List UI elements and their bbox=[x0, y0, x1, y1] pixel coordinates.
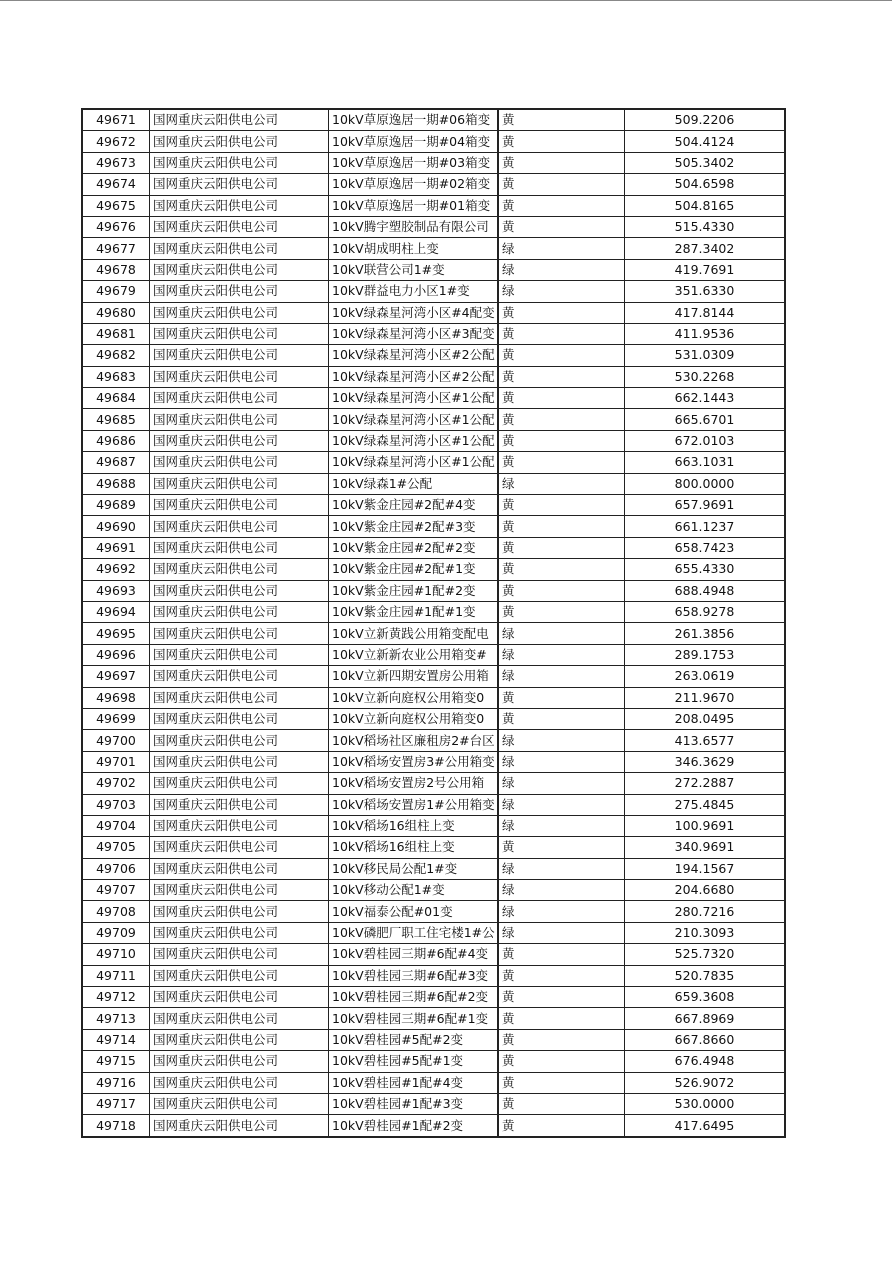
value-cell: 525.7320 bbox=[625, 944, 786, 965]
transformer-name-cell: 10kV碧桂园三期#6配#3变 bbox=[329, 965, 499, 986]
row-id-cell: 49718 bbox=[82, 1115, 150, 1137]
transformer-name-cell: 10kV稻场安置房3#公用箱变 bbox=[329, 751, 499, 772]
table-row bbox=[82, 259, 785, 280]
row-id-cell: 49704 bbox=[82, 815, 150, 836]
status-color-cell: 黄 bbox=[498, 1115, 625, 1137]
status-color-cell: 黄 bbox=[498, 1029, 625, 1050]
transformer-name-cell: 10kV立新向庭权公用箱变0 bbox=[329, 708, 499, 729]
table-row bbox=[82, 195, 785, 216]
status-color-cell: 黄 bbox=[498, 388, 625, 409]
transformer-name-cell: 10kV磷肥厂职工住宅楼1#公 bbox=[329, 922, 499, 943]
transformer-name-cell: 10kV碧桂园#1配#3变 bbox=[329, 1093, 499, 1114]
value-cell: 289.1753 bbox=[625, 644, 786, 665]
value-cell: 504.4124 bbox=[625, 131, 786, 152]
table-row bbox=[82, 216, 785, 237]
status-color-cell: 黄 bbox=[498, 687, 625, 708]
transformer-name-cell: 10kV绿森星河湾小区#1公配 bbox=[329, 430, 499, 451]
table-row bbox=[82, 880, 785, 901]
status-color-cell: 黄 bbox=[498, 345, 625, 366]
row-id-cell: 49689 bbox=[82, 495, 150, 516]
company-name-cell: 国网重庆云阳供电公司 bbox=[150, 708, 329, 729]
row-id-cell: 49680 bbox=[82, 302, 150, 323]
table-row bbox=[82, 323, 785, 344]
value-cell: 261.3856 bbox=[625, 623, 786, 644]
row-id-cell: 49699 bbox=[82, 708, 150, 729]
company-name-cell: 国网重庆云阳供电公司 bbox=[150, 259, 329, 280]
company-name-cell: 国网重庆云阳供电公司 bbox=[150, 965, 329, 986]
transformer-name-cell: 10kV碧桂园三期#6配#2变 bbox=[329, 987, 499, 1008]
row-id-cell: 49686 bbox=[82, 430, 150, 451]
transformer-name-cell: 10kV碧桂园三期#6配#4变 bbox=[329, 944, 499, 965]
table-row bbox=[82, 430, 785, 451]
status-color-cell: 黄 bbox=[498, 559, 625, 580]
value-cell: 672.0103 bbox=[625, 430, 786, 451]
transformer-name-cell: 10kV稻场社区廉租房2#台区 bbox=[329, 730, 499, 751]
value-cell: 204.6680 bbox=[625, 880, 786, 901]
company-name-cell: 国网重庆云阳供电公司 bbox=[150, 901, 329, 922]
table-row bbox=[82, 516, 785, 537]
table-row bbox=[82, 174, 785, 195]
status-color-cell: 绿 bbox=[498, 751, 625, 772]
row-id-cell: 49707 bbox=[82, 880, 150, 901]
row-id-cell: 49713 bbox=[82, 1008, 150, 1029]
value-cell: 657.9691 bbox=[625, 495, 786, 516]
company-name-cell: 国网重庆云阳供电公司 bbox=[150, 944, 329, 965]
transformer-name-cell: 10kV立新四期安置房公用箱 bbox=[329, 666, 499, 687]
row-id-cell: 49711 bbox=[82, 965, 150, 986]
status-color-cell: 黄 bbox=[498, 601, 625, 622]
value-cell: 287.3402 bbox=[625, 238, 786, 259]
value-cell: 504.6598 bbox=[625, 174, 786, 195]
table-row bbox=[82, 366, 785, 387]
transformer-name-cell: 10kV草原逸居一期#03箱变 bbox=[329, 152, 499, 173]
value-cell: 659.3608 bbox=[625, 987, 786, 1008]
table-row bbox=[82, 944, 785, 965]
row-id-cell: 49714 bbox=[82, 1029, 150, 1050]
table-row bbox=[82, 495, 785, 516]
company-name-cell: 国网重庆云阳供电公司 bbox=[150, 388, 329, 409]
company-name-cell: 国网重庆云阳供电公司 bbox=[150, 922, 329, 943]
value-cell: 688.4948 bbox=[625, 580, 786, 601]
row-id-cell: 49676 bbox=[82, 216, 150, 237]
row-id-cell: 49683 bbox=[82, 366, 150, 387]
status-color-cell: 黄 bbox=[498, 516, 625, 537]
transformer-name-cell: 10kV移动公配1#变 bbox=[329, 880, 499, 901]
table-row bbox=[82, 109, 785, 131]
transformer-name-cell: 10kV碧桂园#1配#4变 bbox=[329, 1072, 499, 1093]
company-name-cell: 国网重庆云阳供电公司 bbox=[150, 152, 329, 173]
row-id-cell: 49706 bbox=[82, 858, 150, 879]
company-name-cell: 国网重庆云阳供电公司 bbox=[150, 131, 329, 152]
status-color-cell: 黄 bbox=[498, 216, 625, 237]
transformer-name-cell: 10kV碧桂园三期#6配#1变 bbox=[329, 1008, 499, 1029]
status-color-cell: 黄 bbox=[498, 452, 625, 473]
value-cell: 520.7835 bbox=[625, 965, 786, 986]
row-id-cell: 49677 bbox=[82, 238, 150, 259]
status-color-cell: 黄 bbox=[498, 1072, 625, 1093]
company-name-cell: 国网重庆云阳供电公司 bbox=[150, 815, 329, 836]
row-id-cell: 49715 bbox=[82, 1051, 150, 1072]
row-id-cell: 49702 bbox=[82, 773, 150, 794]
company-name-cell: 国网重庆云阳供电公司 bbox=[150, 880, 329, 901]
table-row bbox=[82, 773, 785, 794]
value-cell: 211.9670 bbox=[625, 687, 786, 708]
value-cell: 194.1567 bbox=[625, 858, 786, 879]
row-id-cell: 49697 bbox=[82, 666, 150, 687]
value-cell: 676.4948 bbox=[625, 1051, 786, 1072]
company-name-cell: 国网重庆云阳供电公司 bbox=[150, 751, 329, 772]
status-color-cell: 绿 bbox=[498, 773, 625, 794]
value-cell: 655.4330 bbox=[625, 559, 786, 580]
value-cell: 340.9691 bbox=[625, 837, 786, 858]
table-row bbox=[82, 473, 785, 494]
status-color-cell: 黄 bbox=[498, 965, 625, 986]
transformer-name-cell: 10kV碧桂园#5配#1变 bbox=[329, 1051, 499, 1072]
company-name-cell: 国网重庆云阳供电公司 bbox=[150, 537, 329, 558]
status-color-cell: 黄 bbox=[498, 987, 625, 1008]
row-id-cell: 49717 bbox=[82, 1093, 150, 1114]
status-color-cell: 绿 bbox=[498, 880, 625, 901]
table-row bbox=[82, 815, 785, 836]
company-name-cell: 国网重庆云阳供电公司 bbox=[150, 644, 329, 665]
company-name-cell: 国网重庆云阳供电公司 bbox=[150, 409, 329, 430]
value-cell: 663.1031 bbox=[625, 452, 786, 473]
status-color-cell: 黄 bbox=[498, 1051, 625, 1072]
data-table bbox=[81, 108, 786, 1138]
value-cell: 272.2887 bbox=[625, 773, 786, 794]
table-row bbox=[82, 452, 785, 473]
status-color-cell: 黄 bbox=[498, 109, 625, 131]
company-name-cell: 国网重庆云阳供电公司 bbox=[150, 687, 329, 708]
transformer-name-cell: 10kV紫金庄园#2配#4变 bbox=[329, 495, 499, 516]
value-cell: 275.4845 bbox=[625, 794, 786, 815]
row-id-cell: 49691 bbox=[82, 537, 150, 558]
value-cell: 100.9691 bbox=[625, 815, 786, 836]
table-row bbox=[82, 901, 785, 922]
transformer-name-cell: 10kV绿森星河湾小区#4配变 bbox=[329, 302, 499, 323]
table-row bbox=[82, 708, 785, 729]
transformer-name-cell: 10kV紫金庄园#2配#3变 bbox=[329, 516, 499, 537]
row-id-cell: 49688 bbox=[82, 473, 150, 494]
transformer-name-cell: 10kV联营公司1#变 bbox=[329, 259, 499, 280]
value-cell: 530.0000 bbox=[625, 1093, 786, 1114]
row-id-cell: 49710 bbox=[82, 944, 150, 965]
company-name-cell: 国网重庆云阳供电公司 bbox=[150, 858, 329, 879]
company-name-cell: 国网重庆云阳供电公司 bbox=[150, 580, 329, 601]
row-id-cell: 49694 bbox=[82, 601, 150, 622]
value-cell: 800.0000 bbox=[625, 473, 786, 494]
company-name-cell: 国网重庆云阳供电公司 bbox=[150, 666, 329, 687]
value-cell: 530.2268 bbox=[625, 366, 786, 387]
table-row bbox=[82, 559, 785, 580]
value-cell: 509.2206 bbox=[625, 109, 786, 131]
status-color-cell: 黄 bbox=[498, 366, 625, 387]
status-color-cell: 绿 bbox=[498, 901, 625, 922]
row-id-cell: 49709 bbox=[82, 922, 150, 943]
status-color-cell: 绿 bbox=[498, 238, 625, 259]
transformer-name-cell: 10kV立新新农业公用箱变# bbox=[329, 644, 499, 665]
status-color-cell: 绿 bbox=[498, 666, 625, 687]
company-name-cell: 国网重庆云阳供电公司 bbox=[150, 559, 329, 580]
row-id-cell: 49698 bbox=[82, 687, 150, 708]
table-row bbox=[82, 922, 785, 943]
status-color-cell: 黄 bbox=[498, 409, 625, 430]
status-color-cell: 黄 bbox=[498, 174, 625, 195]
transformer-name-cell: 10kV移民局公配1#变 bbox=[329, 858, 499, 879]
company-name-cell: 国网重庆云阳供电公司 bbox=[150, 109, 329, 131]
row-id-cell: 49696 bbox=[82, 644, 150, 665]
value-cell: 505.3402 bbox=[625, 152, 786, 173]
status-color-cell: 黄 bbox=[498, 944, 625, 965]
status-color-cell: 黄 bbox=[498, 430, 625, 451]
transformer-name-cell: 10kV稻场安置房1#公用箱变 bbox=[329, 794, 499, 815]
row-id-cell: 49690 bbox=[82, 516, 150, 537]
transformer-name-cell: 10kV草原逸居一期#06箱变 bbox=[329, 109, 499, 131]
company-name-cell: 国网重庆云阳供电公司 bbox=[150, 174, 329, 195]
company-name-cell: 国网重庆云阳供电公司 bbox=[150, 730, 329, 751]
value-cell: 351.6330 bbox=[625, 281, 786, 302]
value-cell: 661.1237 bbox=[625, 516, 786, 537]
value-cell: 658.7423 bbox=[625, 537, 786, 558]
transformer-name-cell: 10kV草原逸居一期#01箱变 bbox=[329, 195, 499, 216]
company-name-cell: 国网重庆云阳供电公司 bbox=[150, 238, 329, 259]
transformer-name-cell: 10kV碧桂园#5配#2变 bbox=[329, 1029, 499, 1050]
status-color-cell: 黄 bbox=[498, 302, 625, 323]
transformer-name-cell: 10kV腾宇塑胶制品有限公司 bbox=[329, 216, 499, 237]
table-row bbox=[82, 537, 785, 558]
company-name-cell: 国网重庆云阳供电公司 bbox=[150, 1051, 329, 1072]
table-row bbox=[82, 837, 785, 858]
status-color-cell: 绿 bbox=[498, 623, 625, 644]
row-id-cell: 49674 bbox=[82, 174, 150, 195]
transformer-name-cell: 10kV绿森1#公配 bbox=[329, 473, 499, 494]
row-id-cell: 49700 bbox=[82, 730, 150, 751]
status-color-cell: 黄 bbox=[498, 195, 625, 216]
table-row bbox=[82, 281, 785, 302]
value-cell: 658.9278 bbox=[625, 601, 786, 622]
table-body bbox=[82, 109, 785, 1137]
row-id-cell: 49685 bbox=[82, 409, 150, 430]
row-id-cell: 49692 bbox=[82, 559, 150, 580]
table-row bbox=[82, 601, 785, 622]
status-color-cell: 黄 bbox=[498, 580, 625, 601]
status-color-cell: 黄 bbox=[498, 152, 625, 173]
company-name-cell: 国网重庆云阳供电公司 bbox=[150, 623, 329, 644]
value-cell: 417.6495 bbox=[625, 1115, 786, 1137]
company-name-cell: 国网重庆云阳供电公司 bbox=[150, 323, 329, 344]
transformer-name-cell: 10kV立新黄践公用箱变配电 bbox=[329, 623, 499, 644]
table-row bbox=[82, 345, 785, 366]
row-id-cell: 49671 bbox=[82, 109, 150, 131]
transformer-name-cell: 10kV绿森星河湾小区#2公配 bbox=[329, 345, 499, 366]
company-name-cell: 国网重庆云阳供电公司 bbox=[150, 987, 329, 1008]
status-color-cell: 黄 bbox=[498, 323, 625, 344]
table-row bbox=[82, 1093, 785, 1114]
status-color-cell: 绿 bbox=[498, 858, 625, 879]
table-row bbox=[82, 1008, 785, 1029]
row-id-cell: 49705 bbox=[82, 837, 150, 858]
value-cell: 662.1443 bbox=[625, 388, 786, 409]
row-id-cell: 49678 bbox=[82, 259, 150, 280]
company-name-cell: 国网重庆云阳供电公司 bbox=[150, 195, 329, 216]
row-id-cell: 49672 bbox=[82, 131, 150, 152]
company-name-cell: 国网重庆云阳供电公司 bbox=[150, 516, 329, 537]
value-cell: 411.9536 bbox=[625, 323, 786, 344]
row-id-cell: 49684 bbox=[82, 388, 150, 409]
value-cell: 208.0495 bbox=[625, 708, 786, 729]
table-row bbox=[82, 1072, 785, 1093]
status-color-cell: 黄 bbox=[498, 708, 625, 729]
status-color-cell: 绿 bbox=[498, 644, 625, 665]
status-color-cell: 绿 bbox=[498, 259, 625, 280]
status-color-cell: 绿 bbox=[498, 794, 625, 815]
value-cell: 419.7691 bbox=[625, 259, 786, 280]
table-row bbox=[82, 794, 785, 815]
status-color-cell: 黄 bbox=[498, 131, 625, 152]
row-id-cell: 49703 bbox=[82, 794, 150, 815]
transformer-name-cell: 10kV绿森星河湾小区#2公配 bbox=[329, 366, 499, 387]
row-id-cell: 49682 bbox=[82, 345, 150, 366]
table-row bbox=[82, 388, 785, 409]
company-name-cell: 国网重庆云阳供电公司 bbox=[150, 366, 329, 387]
row-id-cell: 49679 bbox=[82, 281, 150, 302]
transformer-name-cell: 10kV草原逸居一期#04箱变 bbox=[329, 131, 499, 152]
row-id-cell: 49708 bbox=[82, 901, 150, 922]
table-row bbox=[82, 965, 785, 986]
value-cell: 667.8969 bbox=[625, 1008, 786, 1029]
transformer-name-cell: 10kV胡成明柱上变 bbox=[329, 238, 499, 259]
status-color-cell: 黄 bbox=[498, 537, 625, 558]
status-color-cell: 黄 bbox=[498, 1093, 625, 1114]
transformer-name-cell: 10kV绿森星河湾小区#1公配 bbox=[329, 409, 499, 430]
company-name-cell: 国网重庆云阳供电公司 bbox=[150, 1093, 329, 1114]
transformer-name-cell: 10kV福泰公配#01变 bbox=[329, 901, 499, 922]
status-color-cell: 黄 bbox=[498, 837, 625, 858]
company-name-cell: 国网重庆云阳供电公司 bbox=[150, 302, 329, 323]
company-name-cell: 国网重庆云阳供电公司 bbox=[150, 1072, 329, 1093]
status-color-cell: 绿 bbox=[498, 473, 625, 494]
value-cell: 526.9072 bbox=[625, 1072, 786, 1093]
transformer-name-cell: 10kV紫金庄园#1配#2变 bbox=[329, 580, 499, 601]
table-row bbox=[82, 687, 785, 708]
table-row bbox=[82, 623, 785, 644]
value-cell: 263.0619 bbox=[625, 666, 786, 687]
table-row bbox=[82, 666, 785, 687]
table-row bbox=[82, 987, 785, 1008]
company-name-cell: 国网重庆云阳供电公司 bbox=[150, 1029, 329, 1050]
company-name-cell: 国网重庆云阳供电公司 bbox=[150, 473, 329, 494]
value-cell: 417.8144 bbox=[625, 302, 786, 323]
row-id-cell: 49693 bbox=[82, 580, 150, 601]
table-row bbox=[82, 1029, 785, 1050]
value-cell: 515.4330 bbox=[625, 216, 786, 237]
company-name-cell: 国网重庆云阳供电公司 bbox=[150, 601, 329, 622]
transformer-name-cell: 10kV稻场安置房2号公用箱 bbox=[329, 773, 499, 794]
table-row bbox=[82, 580, 785, 601]
row-id-cell: 49681 bbox=[82, 323, 150, 344]
transformer-name-cell: 10kV立新向庭权公用箱变0 bbox=[329, 687, 499, 708]
table-row bbox=[82, 730, 785, 751]
table-row bbox=[82, 238, 785, 259]
value-cell: 346.3629 bbox=[625, 751, 786, 772]
status-color-cell: 黄 bbox=[498, 495, 625, 516]
table-row bbox=[82, 131, 785, 152]
company-name-cell: 国网重庆云阳供电公司 bbox=[150, 773, 329, 794]
value-cell: 210.3093 bbox=[625, 922, 786, 943]
value-cell: 280.7216 bbox=[625, 901, 786, 922]
table-row bbox=[82, 302, 785, 323]
status-color-cell: 绿 bbox=[498, 730, 625, 751]
value-cell: 667.8660 bbox=[625, 1029, 786, 1050]
value-cell: 413.6577 bbox=[625, 730, 786, 751]
transformer-name-cell: 10kV群益电力小区1#变 bbox=[329, 281, 499, 302]
status-color-cell: 黄 bbox=[498, 1008, 625, 1029]
table-row bbox=[82, 1115, 785, 1137]
row-id-cell: 49712 bbox=[82, 987, 150, 1008]
table-row bbox=[82, 858, 785, 879]
status-color-cell: 绿 bbox=[498, 922, 625, 943]
table-row bbox=[82, 152, 785, 173]
row-id-cell: 49716 bbox=[82, 1072, 150, 1093]
company-name-cell: 国网重庆云阳供电公司 bbox=[150, 452, 329, 473]
transformer-name-cell: 10kV紫金庄园#1配#1变 bbox=[329, 601, 499, 622]
company-name-cell: 国网重庆云阳供电公司 bbox=[150, 837, 329, 858]
table-row bbox=[82, 1051, 785, 1072]
table-row bbox=[82, 751, 785, 772]
transformer-name-cell: 10kV绿森星河湾小区#1公配 bbox=[329, 388, 499, 409]
transformer-name-cell: 10kV紫金庄园#2配#2变 bbox=[329, 537, 499, 558]
company-name-cell: 国网重庆云阳供电公司 bbox=[150, 1115, 329, 1137]
page-top-border bbox=[0, 0, 892, 1]
company-name-cell: 国网重庆云阳供电公司 bbox=[150, 430, 329, 451]
status-color-cell: 绿 bbox=[498, 281, 625, 302]
transformer-name-cell: 10kV草原逸居一期#02箱变 bbox=[329, 174, 499, 195]
row-id-cell: 49701 bbox=[82, 751, 150, 772]
row-id-cell: 49695 bbox=[82, 623, 150, 644]
value-cell: 531.0309 bbox=[625, 345, 786, 366]
status-color-cell: 绿 bbox=[498, 815, 625, 836]
company-name-cell: 国网重庆云阳供电公司 bbox=[150, 216, 329, 237]
transformer-name-cell: 10kV稻场16组柱上变 bbox=[329, 815, 499, 836]
table-row bbox=[82, 644, 785, 665]
company-name-cell: 国网重庆云阳供电公司 bbox=[150, 495, 329, 516]
row-id-cell: 49687 bbox=[82, 452, 150, 473]
transformer-name-cell: 10kV稻场16组柱上变 bbox=[329, 837, 499, 858]
row-id-cell: 49673 bbox=[82, 152, 150, 173]
value-cell: 504.8165 bbox=[625, 195, 786, 216]
transformer-name-cell: 10kV紫金庄园#2配#1变 bbox=[329, 559, 499, 580]
row-id-cell: 49675 bbox=[82, 195, 150, 216]
table-row bbox=[82, 409, 785, 430]
company-name-cell: 国网重庆云阳供电公司 bbox=[150, 794, 329, 815]
company-name-cell: 国网重庆云阳供电公司 bbox=[150, 345, 329, 366]
transformer-name-cell: 10kV绿森星河湾小区#3配变 bbox=[329, 323, 499, 344]
company-name-cell: 国网重庆云阳供电公司 bbox=[150, 1008, 329, 1029]
transformer-name-cell: 10kV绿森星河湾小区#1公配 bbox=[329, 452, 499, 473]
value-cell: 665.6701 bbox=[625, 409, 786, 430]
company-name-cell: 国网重庆云阳供电公司 bbox=[150, 281, 329, 302]
transformer-name-cell: 10kV碧桂园#1配#2变 bbox=[329, 1115, 499, 1137]
